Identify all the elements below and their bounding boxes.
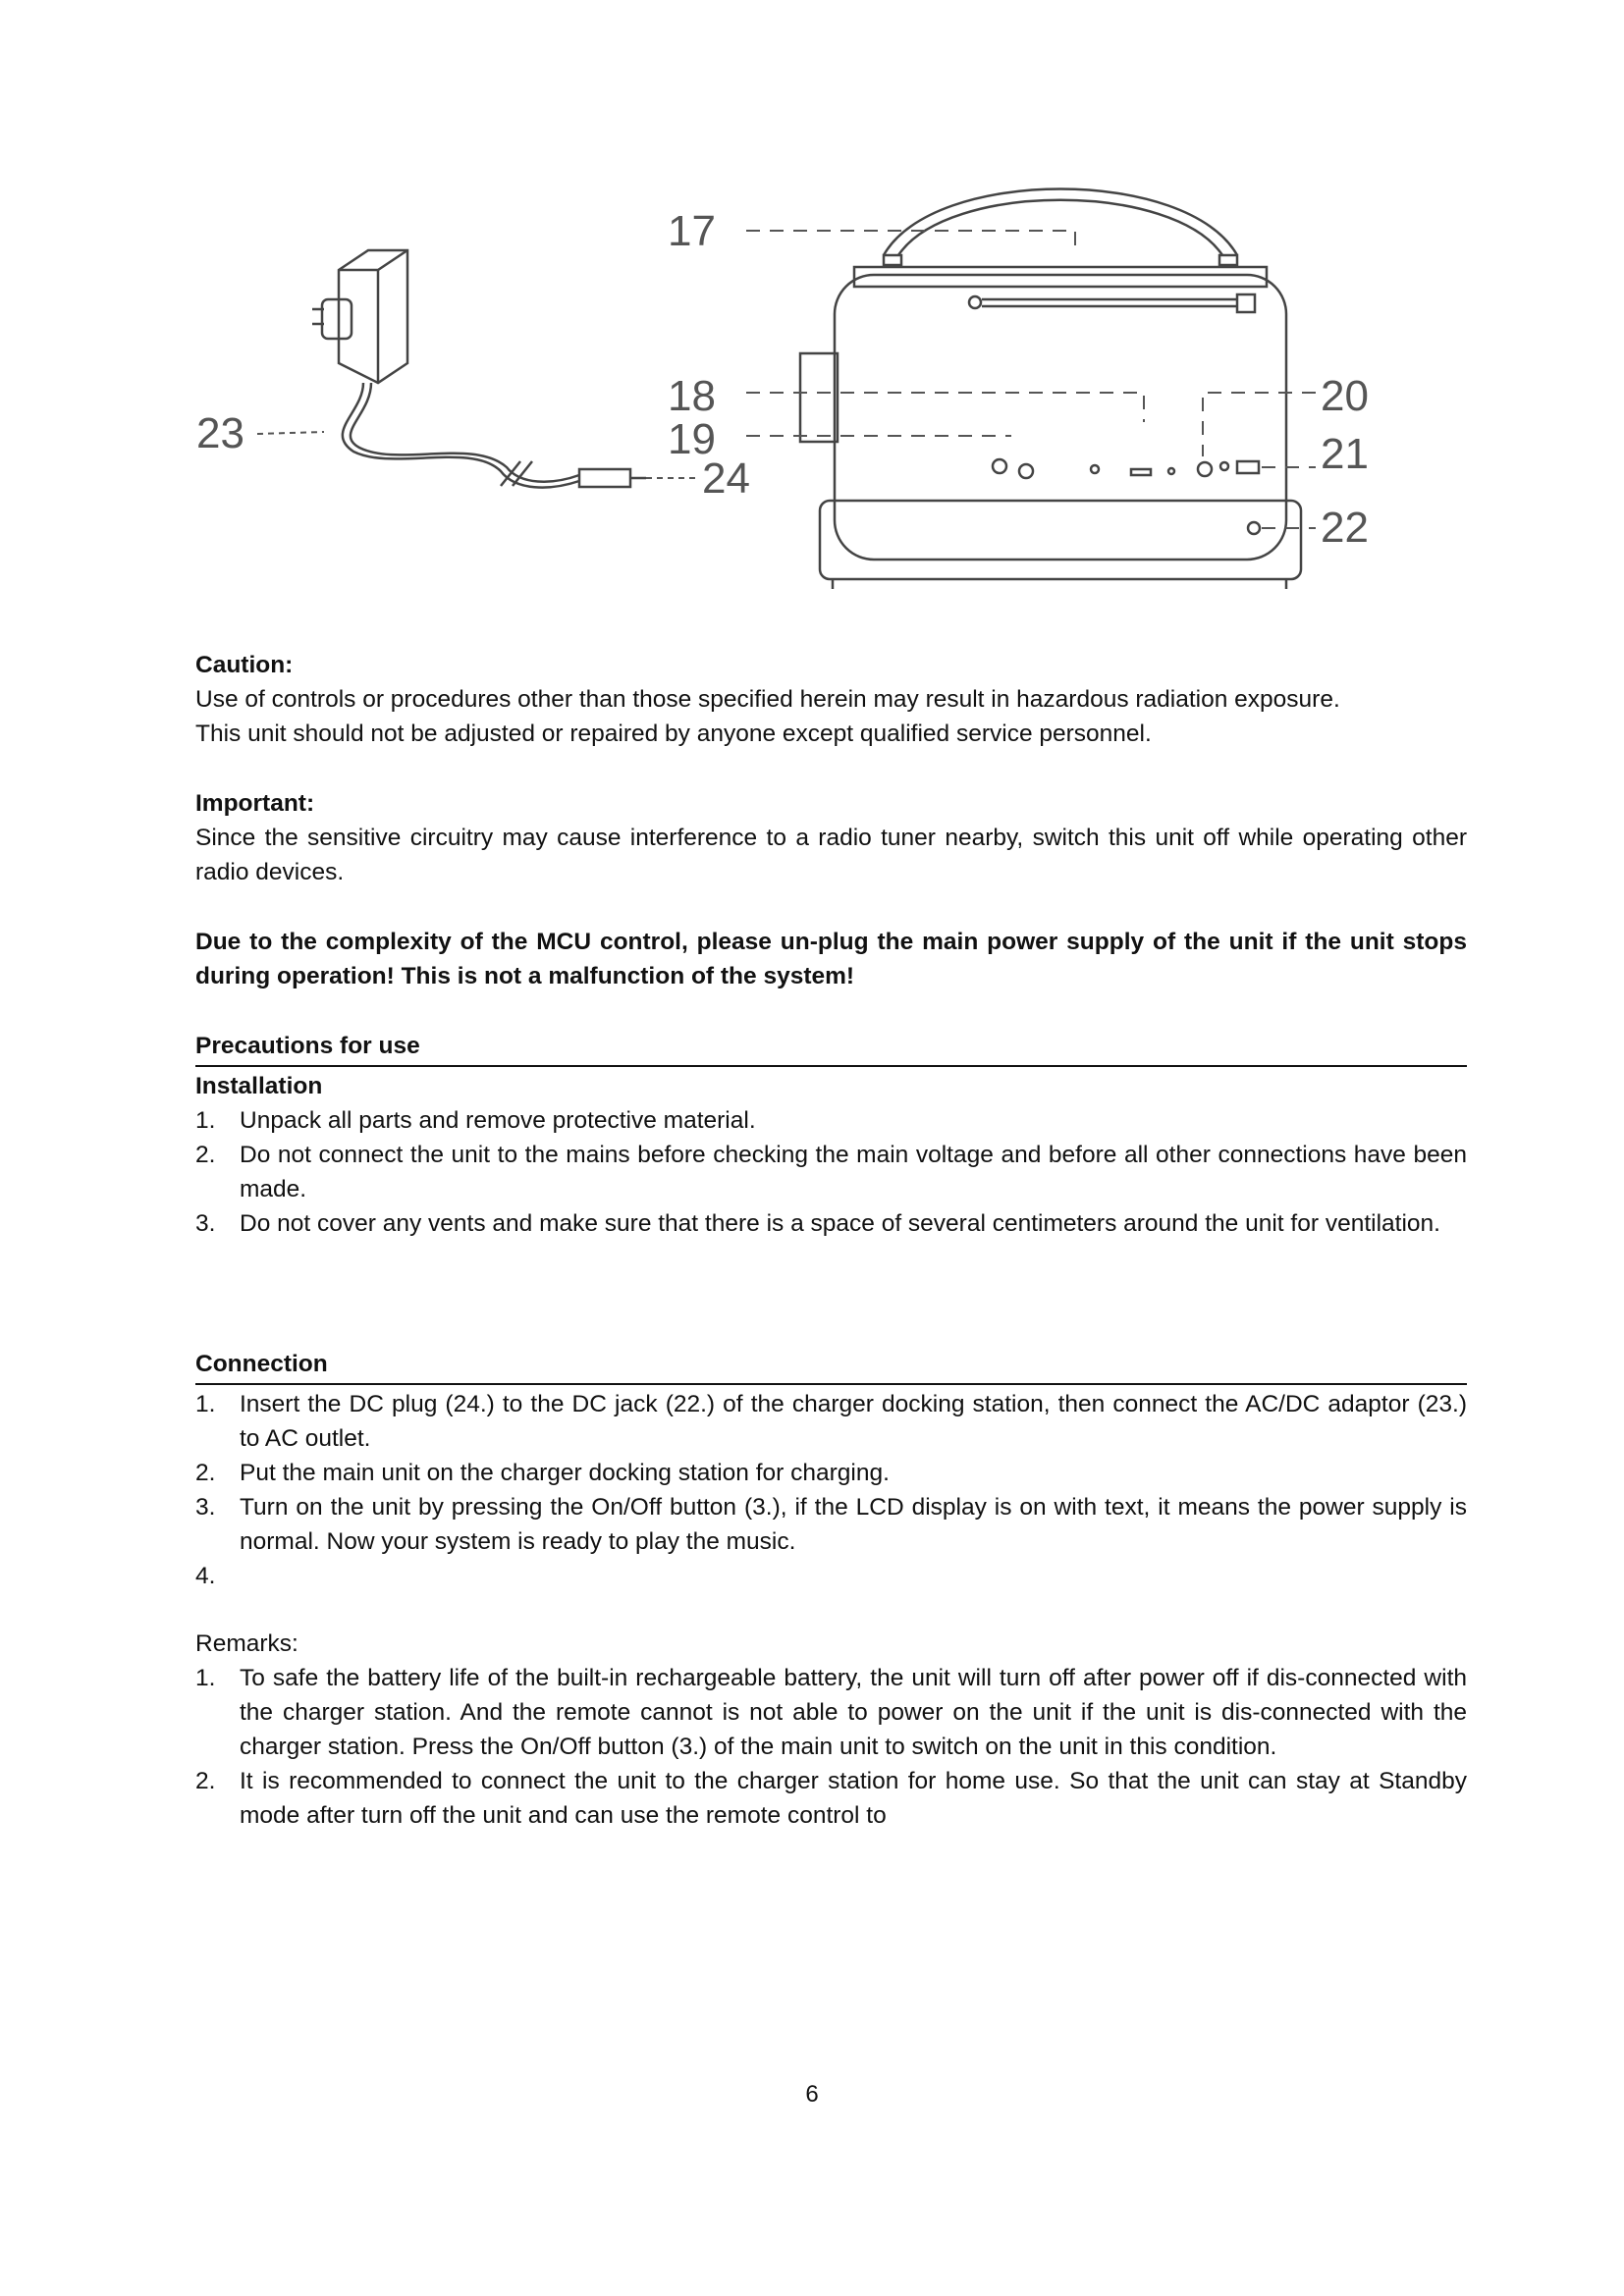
callout-23: 23 <box>196 409 244 457</box>
caution-section <box>195 648 1467 751</box>
callout-19: 19 <box>668 415 716 463</box>
rear-view-figure <box>177 157 1473 609</box>
caution-heading: Caution: <box>195 652 294 678</box>
callout-21: 21 <box>1321 430 1369 478</box>
list-item <box>195 1661 1467 1764</box>
document-body <box>195 648 1467 1833</box>
important-text: Since the sensitive circuitry may cause interference to a radio tuner nearby, switch this unit off while operating other radio devices. <box>195 825 1467 885</box>
callout-20: 20 <box>1321 372 1369 420</box>
list-item <box>195 1387 1467 1456</box>
list-item-text: Do not connect the unit to the mains before checking the main voltage and before all other connections have been made. <box>240 1142 1467 1202</box>
list-item <box>195 1206 1467 1241</box>
connection-list <box>195 1387 1467 1593</box>
caution-line-1: Use of controls or procedures other than those specified herein may result in hazardous radiation exposure. <box>195 686 1340 713</box>
list-item <box>195 1103 1467 1138</box>
caution-line-2: This unit should not be adjusted or repaired by anyone except qualified service personnel. <box>195 721 1152 747</box>
list-item <box>195 1138 1467 1206</box>
list-item <box>195 1490 1467 1559</box>
installation-list <box>195 1103 1467 1241</box>
list-item-text: Insert the DC plug (24.) to the DC jack (22.) of the charger docking station, then connect the AC/DC adaptor (23.) to AC outlet. <box>240 1391 1467 1452</box>
list-item <box>195 1559 1467 1593</box>
connection-heading: Connection <box>195 1347 1467 1385</box>
list-item <box>195 1456 1467 1490</box>
remarks-list <box>195 1661 1467 1833</box>
list-item-number: 1. <box>195 1391 216 1417</box>
mcu-warning: Due to the complexity of the MCU control, please un-plug the main power supply of the unit if the unit stops during operation! This is not a malfunction of the system! <box>195 929 1467 989</box>
installation-heading: Installation <box>195 1073 323 1099</box>
list-item-number: 4. <box>195 1563 216 1589</box>
list-item-text: Unpack all parts and remove protective material. <box>240 1107 756 1134</box>
list-item-number: 3. <box>195 1494 216 1521</box>
callout-17: 17 <box>668 207 716 255</box>
list-item-text: Do not cover any vents and make sure that there is a space of several centimeters around the unit for ventilation. <box>240 1210 1440 1237</box>
callout-22: 22 <box>1321 504 1369 552</box>
list-item-number: 2. <box>195 1460 216 1486</box>
remarks-heading: Remarks: <box>195 1630 298 1657</box>
radio-unit-illustration <box>800 189 1301 590</box>
list-item-text: To safe the battery life of the built-in rechargeable battery, the unit will turn off after power off if dis-connected with the charger station. And the remote cannot is not able to power on the unit if the unit is dis-connected with the charger station. Press the On/Off button (3.) of the main unit to switch on the unit in this condition. <box>240 1665 1467 1760</box>
list-item <box>195 1764 1467 1833</box>
list-item-number: 1. <box>195 1665 216 1691</box>
precautions-heading: Precautions for use <box>195 1029 1467 1067</box>
important-heading: Important: <box>195 790 315 817</box>
important-section <box>195 786 1467 889</box>
list-item-number: 3. <box>195 1210 216 1237</box>
list-item-text: It is recommended to connect the unit to the charger station for home use. So that the unit can stay at Standby mode after turn off the unit and can use the remote control to <box>240 1768 1467 1829</box>
callout-18: 18 <box>668 372 716 420</box>
list-item-number: 2. <box>195 1768 216 1794</box>
list-item-text: Put the main unit on the charger docking station for charging. <box>240 1460 890 1486</box>
list-item-number: 2. <box>195 1142 216 1168</box>
list-item-number: 1. <box>195 1107 216 1134</box>
figure-svg <box>177 157 1473 609</box>
list-item-text: Turn on the unit by pressing the On/Off button (3.), if the LCD display is on with text, it means the power supply is normal. Now your system is ready to play the music. <box>240 1494 1467 1555</box>
ac-adaptor-illustration <box>312 250 646 488</box>
page-number: 6 <box>805 2081 819 2108</box>
callout-24: 24 <box>702 454 750 503</box>
